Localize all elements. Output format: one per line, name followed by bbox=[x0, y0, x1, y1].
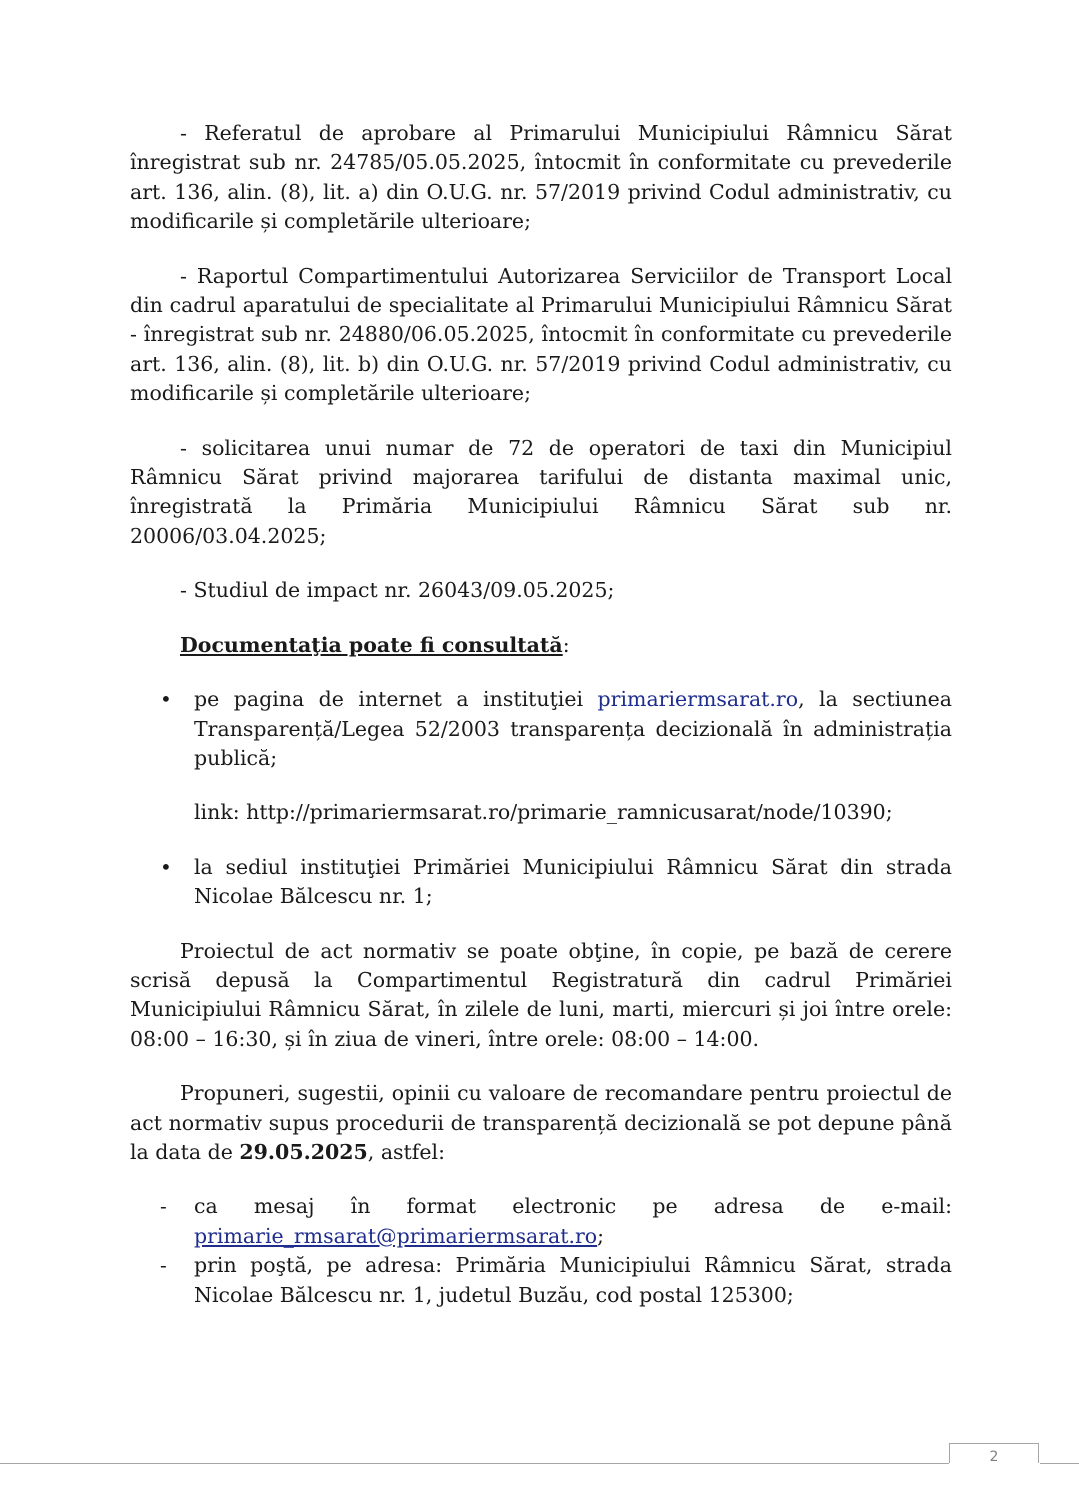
paragraph-studiu: - Studiul de impact nr. 26043/09.05.2025; bbox=[180, 578, 615, 603]
footer-rule-right bbox=[1040, 1463, 1079, 1464]
paragraph-solicitare: - solicitarea unui numar de 72 de operatori de taxi din Municipiul Râmnicu Sărat privind majorarea tarifului de distanta maximal unic, înregistrată la Primăria Municipiului Râmnicu Sărat sub nr. 20006/03.04.2025; bbox=[130, 435, 952, 548]
dash-marker: - bbox=[160, 1194, 167, 1219]
paragraph-copie: Proiectul de act normativ se poate obţine, în copie, pe bază de cerere scrisă depusă la Compartimentul Registratură din cadrul Primăriei Municipiului Râmnicu Sărat, în zilele de luni, marti, miercuri și joi între orele: 08:00 – 16:30, și în ziua de vineri, între orele: 08:00 – 14:00. bbox=[130, 938, 952, 1051]
paragraph-raport: - Raportul Compartimentului Autorizarea Serviciilor de Transport Local din cadrul aparatului de specialitate al Primarului Municipiului Râmnicu Sărat - înregistrat sub nr. 24880/06.05.2025, întocmit în conformitate cu prevederile art. 136, alin. (8), lit. b) din O.U.G. nr. 57/2019 privind Codul administrativ, cu modificarile și completările ulterioare; bbox=[130, 263, 952, 406]
dash-marker: - bbox=[160, 1253, 167, 1278]
heading-text: Documentaţia poate fi consultată bbox=[180, 632, 563, 657]
bullet-item-website: • pe pagina de internet a instituţiei primariermsarat.ro, la sectiunea Transparență/Legea 52/2003 transparența decizională în administrația publică; bbox=[160, 687, 952, 770]
bullet-item-link-line bbox=[130, 798, 952, 827]
bullet-icon: • bbox=[160, 854, 172, 879]
bullet-icon: • bbox=[160, 687, 172, 712]
footer-rule bbox=[0, 1463, 949, 1464]
node-url-text: link: http://primariermsarat.ro/primarie_ramnicusarat/node/10390; bbox=[194, 800, 893, 825]
website-link[interactable]: primariermsarat.ro bbox=[597, 687, 799, 712]
section-heading: Documentaţia poate fi consultată: bbox=[180, 632, 570, 657]
email-link[interactable]: primarie_rmsarat@primariermsarat.ro bbox=[194, 1223, 598, 1248]
bullet-item-headquarters: • la sediul instituţiei Primăriei Municipiului Râmnicu Sărat din strada Nicolae Bălcescu nr. 1; bbox=[160, 854, 952, 909]
deadline-date: 29.05.2025 bbox=[239, 1139, 368, 1164]
dash-item-post: - prin poştă, pe adresa: Primăria Municipiului Râmnicu Sărat, strada Nicolae Bălcescu nr. 1, judetul Buzău, cod postal 125300; bbox=[160, 1253, 952, 1307]
document-page bbox=[130, 119, 952, 1310]
paragraph-propuneri: Propuneri, sugestii, opinii cu valoare de recomandare pentru proiectul de act normativ supus procedurii de transparență decizională se pot depune până la data de 29.05.2025, astfel: bbox=[130, 1081, 952, 1164]
page-number: 2 bbox=[949, 1443, 1039, 1463]
paragraph-referat: - Referatul de aprobare al Primarului Municipiului Râmnicu Sărat înregistrat sub nr. 24785/05.05.2025, întocmit în conformitate cu prevederile art. 136, alin. (8), lit. a) din O.U.G. nr. 57/2019 privind Codul administrativ, cu modificarile și completările ulterioare; bbox=[130, 121, 952, 234]
dash-item-email: - ca mesaj în format electronic pe adresa de e-mail: primarie_rmsarat@primariermsarat.ro; bbox=[160, 1194, 952, 1248]
